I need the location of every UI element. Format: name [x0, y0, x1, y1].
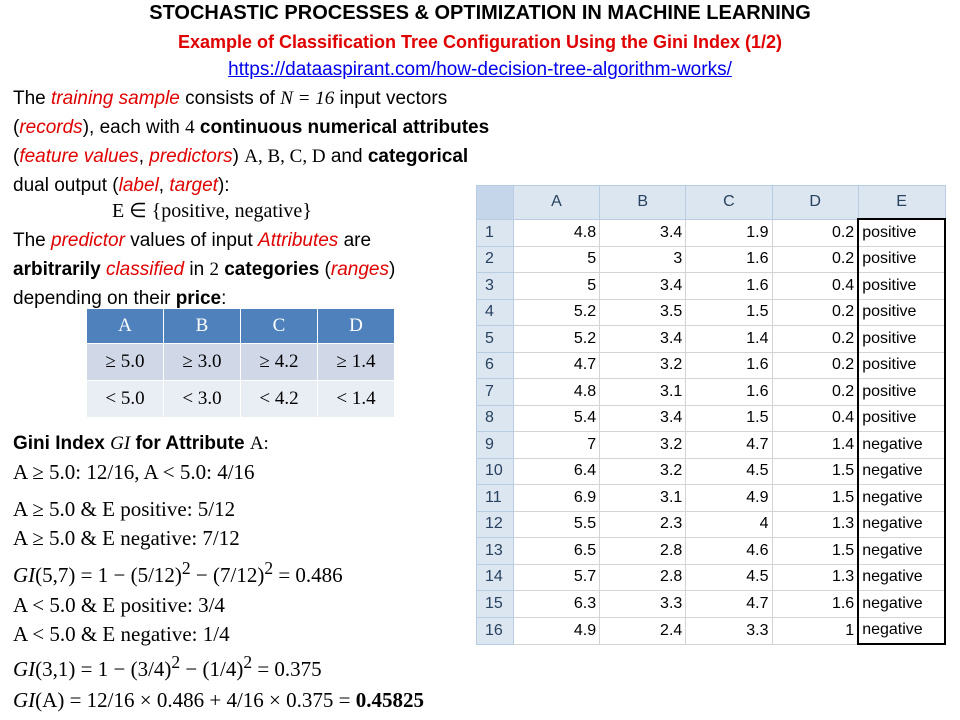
value-cell[interactable]: 3.3 — [686, 617, 772, 644]
value-cell[interactable]: 1.5 — [772, 458, 858, 485]
value-cell[interactable]: 1.4 — [772, 432, 858, 459]
value-cell[interactable]: 4.8 — [513, 219, 599, 246]
label-cell[interactable]: positive — [858, 273, 945, 300]
row-header[interactable]: 4 — [477, 299, 514, 326]
value-cell[interactable]: 1.6 — [772, 591, 858, 618]
value-cell[interactable]: 3.3 — [600, 591, 686, 618]
value-cell[interactable]: 1.6 — [686, 273, 772, 300]
category-header: D — [318, 309, 395, 344]
label-cell[interactable]: positive — [858, 299, 945, 326]
row-header[interactable]: 10 — [477, 458, 514, 485]
table-row — [477, 273, 946, 300]
value-cell[interactable]: 1.9 — [686, 219, 772, 246]
value-cell[interactable]: 0.2 — [772, 246, 858, 273]
value-cell[interactable]: 3.4 — [600, 326, 686, 353]
label-cell[interactable]: positive — [858, 352, 945, 379]
table-row — [477, 617, 946, 644]
row-header[interactable]: 14 — [477, 564, 514, 591]
value-cell[interactable]: 1.3 — [772, 564, 858, 591]
predictor-paragraph: The predictor values of input Attributes are arbitrarily classified in 2 categories (ranges) depending on their price: — [13, 230, 396, 309]
value-cell[interactable]: 1.5 — [772, 538, 858, 565]
value-cell[interactable]: 0.2 — [772, 326, 858, 353]
value-cell[interactable]: 0.2 — [772, 379, 858, 406]
value-cell[interactable]: 3.4 — [600, 273, 686, 300]
value-cell[interactable]: 1.5 — [686, 405, 772, 432]
category-header: C — [241, 309, 318, 344]
gini-line-pos-high: A ≥ 5.0 & E positive: 5/12 — [13, 497, 236, 521]
label-cell[interactable]: positive — [858, 379, 945, 406]
category-cell: < 1.4 — [318, 381, 395, 418]
column-header[interactable]: B — [600, 186, 686, 220]
category-header: B — [164, 309, 241, 344]
label-cell[interactable]: negative — [858, 485, 945, 512]
category-cell: ≥ 3.0 — [164, 344, 241, 381]
row-header[interactable]: 11 — [477, 485, 514, 512]
category-cell: ≥ 1.4 — [318, 344, 395, 381]
value-cell[interactable]: 1.5 — [686, 299, 772, 326]
row-header[interactable]: 16 — [477, 617, 514, 644]
label-cell[interactable]: negative — [858, 458, 945, 485]
column-header[interactable]: C — [686, 186, 772, 220]
row-header[interactable]: 8 — [477, 405, 514, 432]
value-cell[interactable]: 3.4 — [600, 219, 686, 246]
value-cell[interactable]: 2.3 — [600, 511, 686, 538]
category-cell: < 5.0 — [87, 381, 164, 418]
value-cell[interactable]: 6.9 — [513, 485, 599, 512]
gini-formula-low: $GI(3,1) = 1 - (3/4)^2 - (1/4)^2 = 0.375$ — [13, 652, 322, 681]
value-cell[interactable]: 1.5 — [772, 485, 858, 512]
value-cell[interactable]: 7 — [513, 432, 599, 459]
value-cell[interactable]: 2.4 — [600, 617, 686, 644]
value-cell[interactable]: 5.2 — [513, 326, 599, 353]
value-cell[interactable]: 4.7 — [686, 591, 772, 618]
table-row — [477, 485, 946, 512]
table-row — [477, 564, 946, 591]
category-cell: ≥ 4.2 — [241, 344, 318, 381]
value-cell[interactable]: 3.5 — [600, 299, 686, 326]
row-header[interactable]: 12 — [477, 511, 514, 538]
category-cell: < 4.2 — [241, 381, 318, 418]
value-cell[interactable]: 1.6 — [686, 246, 772, 273]
value-cell[interactable]: 4.6 — [686, 538, 772, 565]
label-cell[interactable]: negative — [858, 432, 945, 459]
value-cell[interactable]: 3.4 — [600, 405, 686, 432]
gini-heading: Gini Index GI for Attribute A: — [13, 433, 269, 454]
value-cell[interactable]: 1.3 — [772, 511, 858, 538]
label-cell[interactable]: negative — [858, 617, 945, 644]
table-row — [477, 219, 946, 246]
value-cell[interactable]: 0.4 — [772, 405, 858, 432]
value-cell[interactable]: 2.8 — [600, 564, 686, 591]
label-cell[interactable]: negative — [858, 538, 945, 565]
table-row — [477, 511, 946, 538]
row-header[interactable]: 9 — [477, 432, 514, 459]
value-cell[interactable]: 0.2 — [772, 299, 858, 326]
gini-line-neg-low: A < 5.0 & E negative: 1/4 — [13, 622, 230, 646]
gini-line-neg-high: A ≥ 5.0 & E negative: 7/12 — [13, 526, 240, 550]
table-row — [477, 432, 946, 459]
value-cell[interactable]: 4.5 — [686, 564, 772, 591]
gini-formula-high: $GI(5,7) = 1 - (5/12)^2 - (7/12)^2 = 0.486$ — [13, 558, 343, 587]
label-cell[interactable]: positive — [858, 246, 945, 273]
row-header[interactable]: 1 — [477, 219, 514, 246]
value-cell[interactable]: 3.2 — [600, 458, 686, 485]
value-cell[interactable]: 1.4 — [686, 326, 772, 353]
slide-title: STOCHASTIC PROCESSES & OPTIMIZATION IN MACHINE LEARNING — [149, 2, 811, 24]
value-cell[interactable]: 3.2 — [600, 432, 686, 459]
value-cell[interactable]: 5.5 — [513, 511, 599, 538]
value-cell[interactable]: 5 — [513, 246, 599, 273]
value-cell[interactable]: 3.1 — [600, 379, 686, 406]
value-cell[interactable]: 3 — [600, 246, 686, 273]
table-row — [477, 326, 946, 353]
row-header[interactable]: 6 — [477, 352, 514, 379]
slide-subtitle: Example of Classification Tree Configuration Using the Gini Index (1/2) — [177, 32, 783, 52]
value-cell[interactable]: 3.2 — [600, 352, 686, 379]
table-row — [477, 379, 946, 406]
row-header[interactable]: 3 — [477, 273, 514, 300]
value-cell[interactable]: 5.4 — [513, 405, 599, 432]
value-cell[interactable]: 2.8 — [600, 538, 686, 565]
select-all-corner[interactable] — [477, 186, 514, 220]
value-cell[interactable]: 4.8 — [513, 379, 599, 406]
gini-total: GI(A) = 12/16 × 0.486 + 4/16 × 0.375 = 0.45825 — [13, 688, 424, 712]
value-cell[interactable]: 6.3 — [513, 591, 599, 618]
label-cell[interactable]: negative — [858, 511, 945, 538]
spreadsheet — [476, 185, 946, 655]
gini-line-split: A ≥ 5.0: 12/16, A < 5.0: 4/16 — [13, 460, 255, 484]
column-header[interactable]: A — [513, 186, 599, 220]
intro-paragraph: The training sample consists of N = 16 input vectors (records), each with 4 continuous numerical attributes (feature values, predictors) A, B, C, D and categorical dual output (label, target): — [13, 88, 490, 196]
source-link-row — [0, 59, 960, 81]
value-cell[interactable]: 4.7 — [686, 432, 772, 459]
table-row — [477, 591, 946, 618]
label-cell[interactable]: negative — [858, 564, 945, 591]
output-set: E ∈ {positive, negative} — [112, 200, 312, 222]
source-link[interactable]: https://dataaspirant.com/how-decision-tree-algorithm-works/ — [228, 59, 732, 80]
value-cell[interactable]: 3.1 — [600, 485, 686, 512]
value-cell[interactable]: 0.2 — [772, 219, 858, 246]
value-cell[interactable]: 4.5 — [686, 458, 772, 485]
value-cell[interactable]: 0.2 — [772, 352, 858, 379]
value-cell[interactable]: 4.7 — [513, 352, 599, 379]
value-cell[interactable]: 4 — [686, 511, 772, 538]
value-cell[interactable]: 5.7 — [513, 564, 599, 591]
value-cell[interactable]: 5.2 — [513, 299, 599, 326]
label-cell[interactable]: negative — [858, 591, 945, 618]
table-row — [477, 299, 946, 326]
row-header[interactable]: 15 — [477, 591, 514, 618]
row-header[interactable]: 5 — [477, 326, 514, 353]
value-cell[interactable]: 4.9 — [686, 485, 772, 512]
value-cell[interactable]: 4.9 — [513, 617, 599, 644]
table-row — [477, 405, 946, 432]
table-row — [477, 458, 946, 485]
column-header[interactable]: D — [772, 186, 858, 220]
value-cell[interactable]: 1 — [772, 617, 858, 644]
value-cell[interactable]: 5 — [513, 273, 599, 300]
row-header[interactable]: 13 — [477, 538, 514, 565]
column-header[interactable]: E — [858, 186, 945, 220]
value-cell[interactable]: 1.6 — [686, 352, 772, 379]
table-row — [477, 246, 946, 273]
value-cell[interactable]: 6.4 — [513, 458, 599, 485]
label-cell[interactable]: positive — [858, 405, 945, 432]
category-table — [87, 309, 395, 417]
value-cell[interactable]: 1.6 — [686, 379, 772, 406]
table-row — [477, 538, 946, 565]
value-cell[interactable]: 6.5 — [513, 538, 599, 565]
category-cell: ≥ 5.0 — [87, 344, 164, 381]
row-header[interactable]: 7 — [477, 379, 514, 406]
table-row — [477, 352, 946, 379]
label-cell[interactable]: positive — [858, 326, 945, 353]
label-cell[interactable]: positive — [858, 219, 945, 246]
gini-line-pos-low: A < 5.0 & E positive: 3/4 — [13, 593, 225, 617]
row-header[interactable]: 2 — [477, 246, 514, 273]
value-cell[interactable]: 0.4 — [772, 273, 858, 300]
category-cell: < 3.0 — [164, 381, 241, 418]
category-header: A — [87, 309, 164, 344]
